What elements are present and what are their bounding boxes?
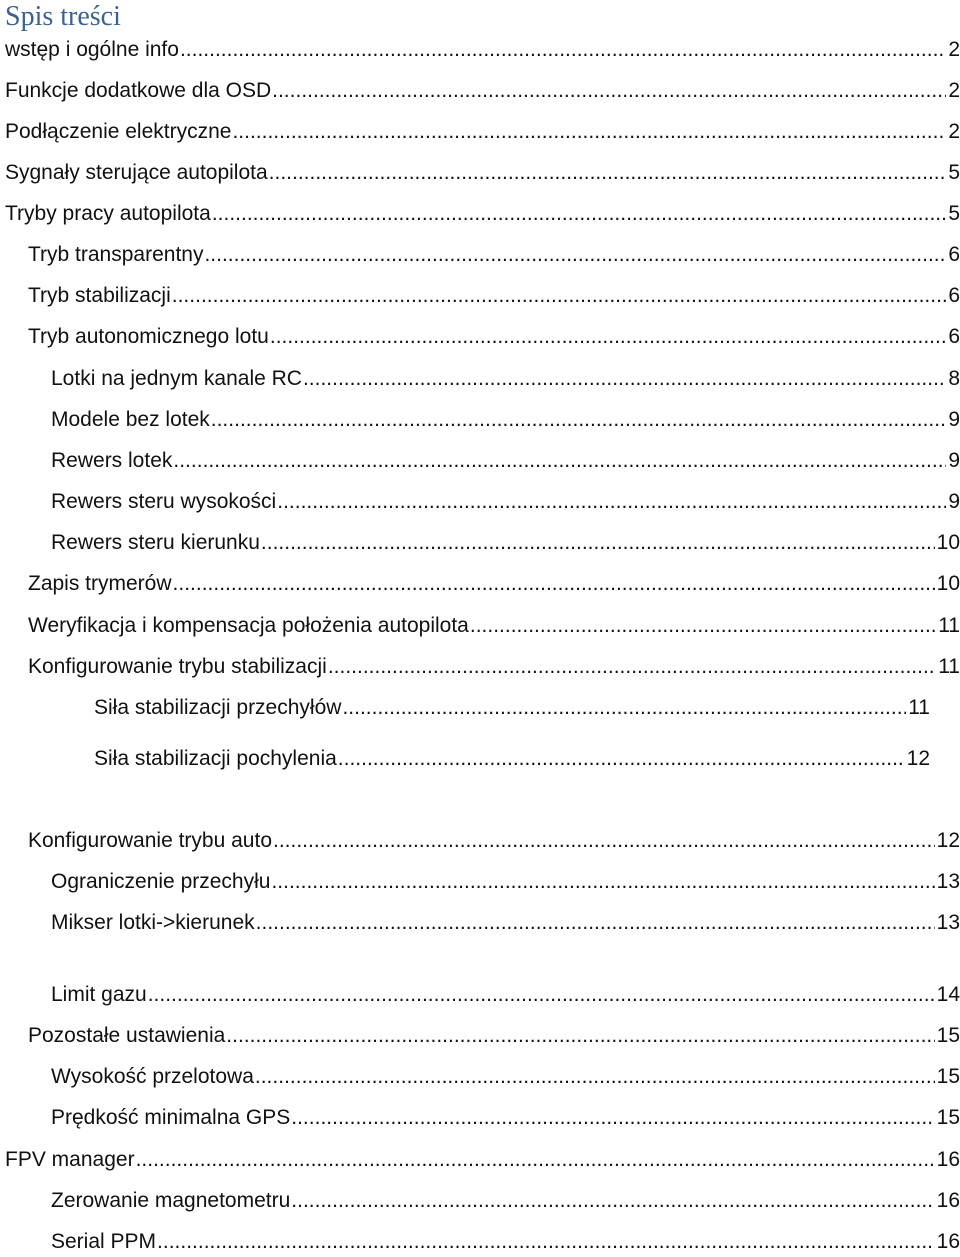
- toc-entry-page: 14: [936, 983, 960, 1006]
- toc-entry[interactable]: [28, 611, 960, 641]
- toc-entry-page: 12: [906, 747, 930, 770]
- toc-dot-leader: [290, 1103, 934, 1133]
- toc-dot-leader: [211, 199, 946, 229]
- toc-entry[interactable]: [28, 569, 960, 599]
- toc-entry-label: wstęp i ogólne info: [5, 38, 179, 61]
- toc-dot-leader: [327, 652, 936, 682]
- toc-entry-label: Konfigurowanie trybu stabilizacji: [28, 655, 327, 678]
- toc-entry-label: Tryb autonomicznego lotu: [28, 325, 269, 348]
- toc-entry[interactable]: [5, 158, 960, 188]
- toc-dot-leader: [203, 240, 946, 270]
- toc-entry[interactable]: [51, 1103, 960, 1133]
- toc-dot-leader: [172, 569, 935, 599]
- toc-dot-leader: [270, 867, 934, 897]
- toc-entry-label: Funkcje dodatkowe dla OSD: [5, 79, 272, 102]
- toc-entry-label: Tryb stabilizacji: [28, 284, 171, 307]
- toc-entry[interactable]: [5, 199, 960, 229]
- toc-entry-page: 11: [938, 614, 960, 637]
- toc-entry-label: Limit gazu: [51, 983, 147, 1006]
- toc-dot-leader: [254, 1062, 935, 1092]
- toc-entry-label: Rewers steru wysokości: [51, 490, 277, 513]
- toc-entry-page: 5: [948, 202, 960, 225]
- toc-title: Spis treści: [5, 1, 121, 32]
- toc-entry[interactable]: [51, 1062, 960, 1092]
- toc-entry-label: Zerowanie magnetometru: [51, 1189, 291, 1212]
- toc-dot-leader: [135, 1145, 935, 1175]
- toc-dot-leader: [276, 487, 946, 517]
- toc-entry-page: 16: [936, 1189, 960, 1212]
- toc-dot-leader: [341, 693, 906, 723]
- toc-entry-page: 13: [936, 870, 960, 893]
- toc-dot-leader: [156, 1227, 935, 1257]
- toc-entry-label: Siła stabilizacji pochylenia: [94, 747, 337, 770]
- toc-dot-leader: [171, 281, 947, 311]
- toc-entry-page: 15: [936, 1024, 960, 1047]
- toc-entry-label: Rewers steru kierunku: [51, 531, 260, 554]
- toc-entry-label: Modele bez lotek: [51, 408, 210, 431]
- toc-entry[interactable]: [5, 117, 960, 147]
- toc-entry-page: 6: [948, 284, 960, 307]
- toc-entry-label: FPV manager: [5, 1148, 135, 1171]
- toc-entry-page: 9: [948, 449, 960, 472]
- toc-entry[interactable]: [28, 652, 960, 682]
- toc-entry[interactable]: [28, 281, 960, 311]
- toc-entry-page: 8: [948, 367, 960, 390]
- toc-entry[interactable]: [94, 693, 930, 723]
- toc-entry-page: 10: [936, 531, 960, 554]
- toc-dot-leader: [225, 1021, 934, 1051]
- toc-entry-label: Lotki na jednym kanale RC: [51, 367, 302, 390]
- toc-entry[interactable]: [28, 1021, 960, 1051]
- toc-entry-label: Tryb transparentny: [28, 243, 204, 266]
- toc-entry-page: 11: [908, 696, 930, 719]
- toc-entry-label: Wysokość przelotowa: [51, 1065, 254, 1088]
- toc-entry-page: 6: [948, 325, 960, 348]
- toc-dot-leader: [469, 611, 936, 641]
- toc-entry-page: 2: [948, 79, 960, 102]
- toc-entry-label: Serial PPM: [51, 1230, 157, 1253]
- toc-entry-page: 16: [936, 1230, 960, 1253]
- toc-dot-leader: [260, 528, 935, 558]
- toc-entry[interactable]: [51, 446, 960, 476]
- toc-entry[interactable]: [51, 487, 960, 517]
- toc-entry[interactable]: [51, 867, 960, 897]
- toc-entry-page: 11: [938, 655, 960, 678]
- toc-entry-label: Ograniczenie przechyłu: [51, 870, 271, 893]
- toc-dot-leader: [290, 1186, 934, 1216]
- toc-entry-page: 13: [936, 911, 960, 934]
- toc-entry[interactable]: [28, 322, 960, 352]
- toc-entry-page: 9: [948, 408, 960, 431]
- toc-dot-leader: [302, 364, 946, 394]
- toc-entry-label: Prędkość minimalna GPS: [51, 1106, 291, 1129]
- toc-dot-leader: [271, 76, 946, 106]
- toc-entry[interactable]: [51, 980, 960, 1010]
- toc-entry-label: Zapis trymerów: [28, 572, 172, 595]
- toc-entry-label: Podłączenie elektryczne: [5, 120, 232, 143]
- toc-entry[interactable]: [5, 35, 960, 65]
- toc-entry-label: Mikser lotki->kierunek: [51, 911, 255, 934]
- toc-entry-label: Tryby pracy autopilota: [5, 202, 211, 225]
- toc-entry-page: 9: [948, 490, 960, 513]
- toc-entry-page: 15: [936, 1065, 960, 1088]
- toc-entry[interactable]: [51, 405, 960, 435]
- toc-entry-label: Weryfikacja i kompensacja położenia autopilota: [28, 614, 469, 637]
- toc-entry[interactable]: [51, 1227, 960, 1257]
- toc-entry-page: 15: [936, 1106, 960, 1129]
- toc-entry-label: Sygnały sterujące autopilota: [5, 161, 268, 184]
- toc-entry-page: 5: [948, 161, 960, 184]
- toc-dot-leader: [269, 322, 946, 352]
- toc-entry-label: Konfigurowanie trybu auto: [28, 829, 272, 852]
- toc-dot-leader: [268, 158, 947, 188]
- toc-entry-page: 2: [948, 38, 960, 61]
- toc-entry-page: 6: [948, 243, 960, 266]
- toc-entry-page: 10: [936, 572, 960, 595]
- toc-entry-page: 12: [936, 829, 960, 852]
- toc-dot-leader: [255, 908, 935, 938]
- toc-dot-leader: [337, 744, 905, 774]
- toc-entry[interactable]: [51, 364, 960, 394]
- toc-entry[interactable]: [5, 76, 960, 106]
- toc-entry[interactable]: [51, 528, 960, 558]
- toc-dot-leader: [147, 980, 935, 1010]
- toc-entry[interactable]: [94, 744, 930, 774]
- toc-entry-label: Rewers lotek: [51, 449, 173, 472]
- toc-entry[interactable]: [28, 240, 960, 270]
- toc-entry[interactable]: [5, 1145, 960, 1175]
- toc-dot-leader: [179, 35, 946, 65]
- toc-dot-leader: [210, 405, 947, 435]
- toc-entry-page: 16: [936, 1148, 960, 1171]
- toc-entry-page: 2: [948, 120, 960, 143]
- toc-entry[interactable]: [51, 1186, 960, 1216]
- toc-dot-leader: [231, 117, 946, 147]
- toc-entry[interactable]: [51, 908, 960, 938]
- toc-dot-leader: [172, 446, 946, 476]
- toc-dot-leader: [272, 826, 935, 856]
- toc-entry-label: Siła stabilizacji przechyłów: [94, 696, 342, 719]
- toc-entry[interactable]: [28, 826, 960, 856]
- toc-entry-label: Pozostałe ustawienia: [28, 1024, 226, 1047]
